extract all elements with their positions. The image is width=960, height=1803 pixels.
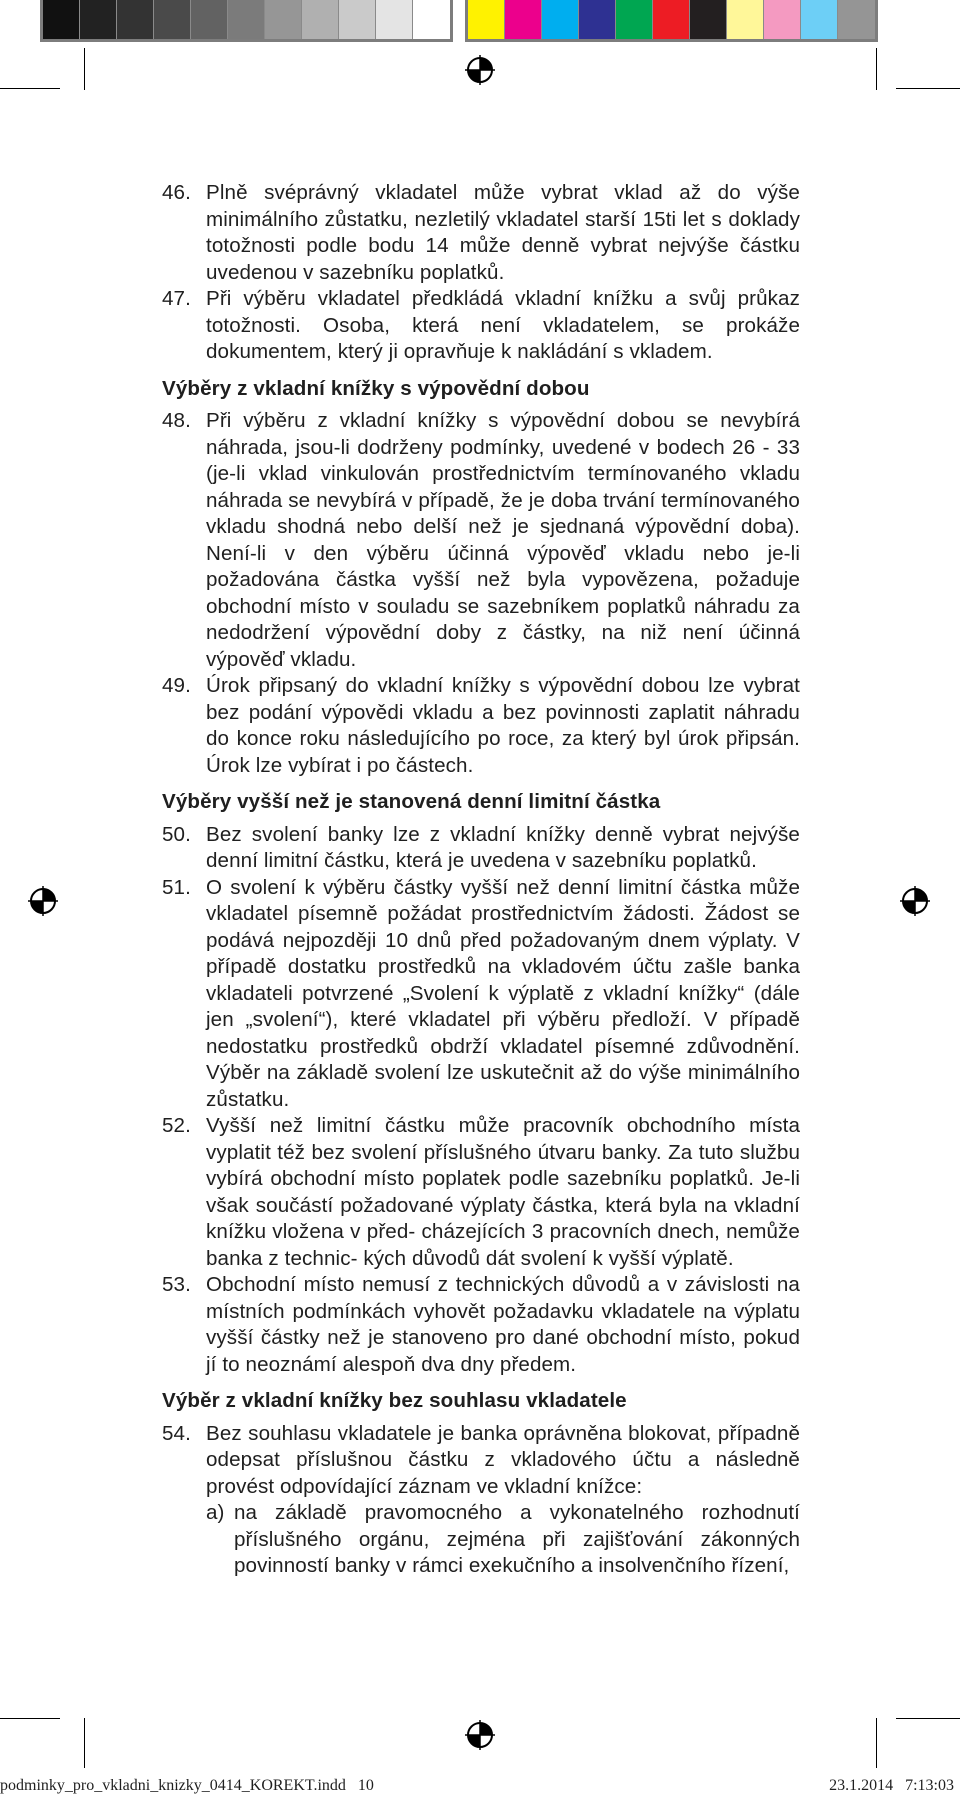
gray-swatch — [154, 0, 191, 39]
crop-mark — [0, 88, 60, 89]
item-number: 51. — [162, 875, 191, 899]
color-swatch — [727, 0, 764, 39]
item-text: Úrok připsaný do vkladní knížky s výpovědní dobou lze vybrat bez podání výpovědi vkladu a bez povinnosti zaplatit náhradu do konce roku následujícího po roce, za který byl úrok připsán. Úrok lze vybírat i po částech. — [206, 674, 800, 777]
crop-mark — [84, 48, 85, 90]
color-swatch — [542, 0, 579, 39]
gray-swatch — [43, 0, 80, 39]
process-color-swatches — [465, 0, 878, 42]
gray-swatch — [117, 0, 154, 39]
gray-swatch — [376, 0, 413, 39]
list-item — [162, 822, 800, 875]
crop-mark — [0, 1718, 60, 1719]
item-number: 46. — [162, 181, 191, 204]
section-heading: Výběry z vkladní knížky s výpovědní dobou — [162, 376, 590, 400]
item-text: Obchodní místo nemusí z technických důvodů a v závislosti na místních podmínkách vyhovět požadavku vkladatele na výplatu vyšší částky než je stanoveno pro dané obchodní místo, pokud jí to neoznámí alespoň dva dny předem. — [206, 1273, 800, 1376]
color-swatch — [838, 0, 875, 39]
sub-item-text: na základě pravomocného a vykonatelného rozhodnutí příslušného orgánu, zejména při zajišťování zákonných povinností banky v rámci exekučního a insolvenčního řízení, — [234, 1501, 800, 1577]
item-number: 48. — [162, 409, 191, 432]
list-item — [162, 286, 800, 366]
crop-mark — [876, 1718, 877, 1768]
list-item — [162, 408, 800, 673]
gray-swatch — [302, 0, 339, 39]
item-text: O svolení k výběru částky vyšší než denní limitní částka může vkladatel písemně požádat prostřednictvím žádosti. Žádost se podává nejpozději 10 dnů před požadovaným dnem výplaty. V případě dostatku prostředků na vkladovém účtu zašle banka vkladateli potvrzené „Svolení k výplatě z vkladní knížky“ (dále jen „svolení“), které vkladatel při výběru předloží. V případě nedostatku prostředků obdrží vkladatel písemné zdůvodnění. Výběr na základě svolení lze uskutečnit až do výše minimálního zůstatku. — [206, 875, 800, 1111]
color-swatch — [801, 0, 838, 39]
registration-mark-icon — [900, 886, 930, 916]
crop-mark — [84, 1718, 85, 1768]
gray-swatch — [265, 0, 302, 39]
registration-mark-icon — [465, 1720, 495, 1750]
document-body — [162, 180, 800, 1580]
crop-mark — [876, 48, 877, 90]
color-calibration-bar — [40, 0, 878, 42]
crop-mark — [896, 88, 960, 89]
color-swatch — [653, 0, 690, 39]
item-number: 47. — [162, 287, 191, 310]
color-swatch — [505, 0, 542, 39]
item-number: 49. — [162, 674, 191, 697]
list-item — [162, 673, 800, 779]
color-swatch — [468, 0, 505, 39]
color-swatch — [616, 0, 653, 39]
item-text: Při výběru z vkladní knížky s výpovědní dobou se nevybírá náhrada, jsou-li dodrženy podmínky, uvedené v bodech 26 - 33 (je-li vklad vinkulován prostřednictvím termínovaného vkladu náhrada se nevybírá v případě, že je doba trvání termínovaného vkladu shodná nebo delší než je sjednaná výpovědní doba). Není-li v den výběru účinná výpověď vkladu nebo je-li požadována částka vyšší než byla vypovězena, požaduje obchodní místo v souladu se sazebníkem poplatků náhradu za nedodržení výpovědní doby z částky, na niž není účinná výpověď vkladu. — [206, 409, 800, 671]
list-item — [162, 875, 800, 1114]
section-heading: Výběry vyšší než je stanovená denní limitní částka — [162, 790, 661, 813]
gray-swatch — [80, 0, 117, 39]
list-item — [162, 1272, 800, 1378]
crop-mark — [896, 1718, 960, 1719]
item-text: Bez svolení banky lze z vkladní knížky denně vybrat nejvýše denní limitní částku, která je uvedena v sazebníku poplatků. — [206, 822, 800, 872]
color-swatch — [690, 0, 727, 39]
section-heading: Výběr z vkladní knížky bez souhlasu vkladatele — [162, 1389, 627, 1412]
list-item — [162, 1421, 800, 1501]
item-number: 50. — [162, 822, 191, 846]
list-item — [162, 1113, 800, 1272]
color-swatch — [579, 0, 616, 39]
sub-list-item — [206, 1500, 800, 1580]
file-name: podminky_pro_vkladni_knizky_0414_KOREKT.indd 10 — [0, 1777, 374, 1794]
item-number: 53. — [162, 1273, 191, 1296]
print-timestamp: 23.1.2014 7:13:03 — [829, 1777, 954, 1794]
item-number: 54. — [162, 1421, 191, 1445]
grayscale-swatches — [40, 0, 453, 42]
gray-swatch — [228, 0, 265, 39]
item-number: 52. — [162, 1114, 191, 1137]
gray-swatch — [339, 0, 376, 39]
registration-mark-icon — [465, 55, 495, 85]
color-swatch — [764, 0, 801, 39]
item-text: Vyšší než limitní částku může pracovník obchodního místa vyplatit též bez svolení příslušného útvaru banky. Za tuto službu vybírá obchodní místo poplatek podle sazebníku poplatků. Je-li však součástí požadované výplaty částka, která byla na vkladní knížku vložena v před- cházejících 3 pracovních dnech, nemůže banka z technic- kých důvodů dát svolení k vyšší výplatě. — [206, 1114, 800, 1270]
list-item — [162, 180, 800, 286]
item-text: Plně svéprávný vkladatel může vybrat vklad až do výše minimálního zůstatku, nezletilý vkladatel starší 15ti let s doklady totožnosti podle bodu 14 může denně vybrat nejvýše částku uvedenou v sazebníku poplatků. — [206, 181, 800, 284]
item-text: Bez souhlasu vkladatele je banka oprávněna blokovat, případně odepsat příslušnou částku z vkladového účtu a následně provést odpovídající záznam ve vkladní knížce: — [206, 1421, 800, 1498]
item-text: Při výběru vkladatel předkládá vkladní knížku a svůj průkaz totožnosti. Osoba, která není vkladatelem, se prokáže dokumentem, který ji opravňuje k nakládání s vkladem. — [206, 287, 800, 363]
print-slug — [0, 1773, 960, 1803]
sub-item-label: a) — [206, 1501, 225, 1524]
gray-swatch — [191, 0, 228, 39]
gray-swatch — [413, 0, 450, 39]
registration-mark-icon — [28, 886, 58, 916]
